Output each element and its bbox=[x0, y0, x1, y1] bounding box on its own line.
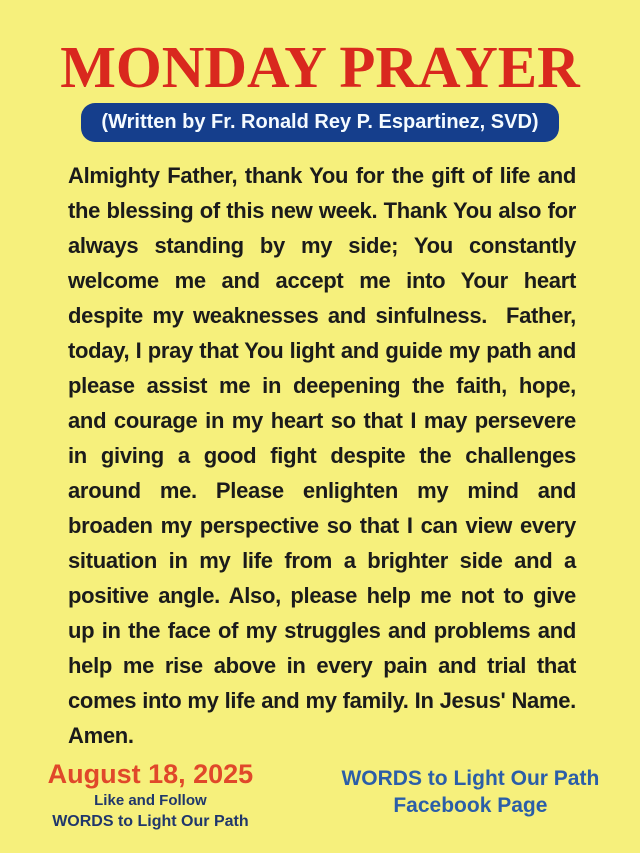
page-title: MONDAY PRAYER bbox=[60, 34, 580, 100]
footer-right bbox=[301, 759, 640, 832]
footer bbox=[0, 759, 640, 832]
page-name-text: WORDS to Light Our Path bbox=[52, 813, 249, 830]
facebook-page-label: Facebook Page bbox=[393, 794, 548, 817]
author-banner-text: (Written by Fr. Ronald Rey P. Espartinez, SVD) bbox=[101, 111, 539, 133]
date-text: August 18, 2025 bbox=[47, 759, 254, 789]
prayer-text: Almighty Father, thank You for the gift of life and the blessing of this new week. Thank You also for always standing by my side; You constantly welcome me and accept me into Your heart despite my weaknesses and sinfulness. Father, today, I pray that You light and guide my path and please assist me in deepening the faith, hope, and courage in my heart so that I may persevere in giving a good fight despite the challenges around me. Please enlighten my mind and broaden my perspective so that I can view every situation in my life from a brighter side and a positive angle. Also, please help me not to give up in the face of my struggles and problems and help me rise above in every pain and trial that comes into my life and my family. In Jesus' Name. Amen. bbox=[68, 163, 576, 748]
like-and-follow-text: Like and Follow bbox=[94, 792, 207, 809]
author-banner bbox=[81, 103, 558, 142]
facebook-page-name: WORDS to Light Our Path bbox=[341, 767, 600, 790]
footer-left bbox=[0, 759, 301, 832]
